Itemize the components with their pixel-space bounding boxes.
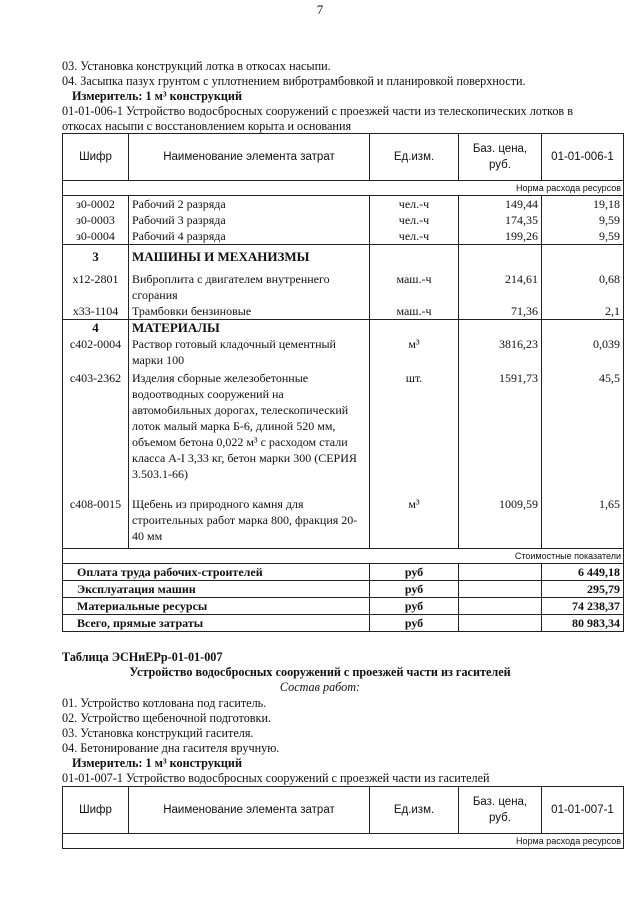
section-number: 3 bbox=[63, 245, 129, 266]
header-price: Баз. цена, руб. bbox=[459, 134, 542, 181]
cost-label: Стоимостные показатели bbox=[63, 549, 624, 564]
intro-line-1: 03. Установка конструкций лотка в откосах насыпи. bbox=[62, 59, 331, 73]
row-unit: м³ bbox=[370, 482, 459, 549]
table-row bbox=[63, 196, 624, 213]
row-name: Раствор готовый кладочный цементный марки 100 bbox=[129, 336, 370, 368]
norm-label-row bbox=[63, 181, 624, 196]
row-code: з0-0003 bbox=[63, 212, 129, 228]
header-unit: Ед.изм. bbox=[370, 134, 459, 181]
header-norm: 01-01-006-1 bbox=[542, 134, 624, 181]
cost-unit: руб bbox=[370, 564, 459, 581]
resource-table-006 bbox=[62, 133, 624, 632]
cost-value: 6 449,18 bbox=[542, 564, 624, 581]
table-row bbox=[63, 212, 624, 228]
section-title: МАТЕРИАЛЫ bbox=[129, 320, 370, 337]
row-norm: 0,039 bbox=[542, 336, 624, 368]
header-name: Наименование элемента затрат bbox=[129, 134, 370, 181]
header-name: Наименование элемента затрат bbox=[129, 787, 370, 834]
row-unit: м³ bbox=[370, 336, 459, 368]
row-norm: 9,59 bbox=[542, 228, 624, 245]
header-unit: Ед.изм. bbox=[370, 787, 459, 834]
section-number: 4 bbox=[63, 320, 129, 337]
cost-name: Всего, прямые затраты bbox=[63, 615, 370, 632]
row-unit: маш.-ч bbox=[370, 265, 459, 303]
table-row bbox=[63, 265, 624, 303]
row-price: 199,26 bbox=[459, 228, 542, 245]
measure-unit-2: Измеритель: 1 м³ конструкций bbox=[72, 756, 242, 770]
description-2: 01-01-007-1 Устройство водосбросных сооружений с проезжей части из гасителей bbox=[62, 771, 490, 785]
norm-label-row bbox=[63, 834, 624, 849]
header-price: Баз. цена, руб. bbox=[459, 787, 542, 834]
row-price: 149,44 bbox=[459, 196, 542, 213]
cost-name: Материальные ресурсы bbox=[63, 598, 370, 615]
work-line-1: 01. Устройство котлована под гаситель. bbox=[62, 696, 267, 710]
norm-label: Норма расхода ресурсов bbox=[63, 834, 624, 849]
row-price: 214,61 bbox=[459, 265, 542, 303]
row-price: 1009,59 bbox=[459, 482, 542, 549]
row-code: х33-1104 bbox=[63, 303, 129, 320]
measure-unit-1: Измеритель: 1 м³ конструкций bbox=[72, 89, 242, 103]
row-norm: 2,1 bbox=[542, 303, 624, 320]
row-code: с403-2362 bbox=[63, 368, 129, 482]
table-row bbox=[63, 336, 624, 368]
cost-value: 74 238,37 bbox=[542, 598, 624, 615]
row-unit: чел.-ч bbox=[370, 212, 459, 228]
table-row bbox=[63, 482, 624, 549]
work-line-4: 04. Бетонирование дна гасителя вручную. bbox=[62, 741, 280, 755]
resource-table-007 bbox=[62, 786, 624, 849]
cost-unit: руб bbox=[370, 581, 459, 598]
row-price: 1591,73 bbox=[459, 368, 542, 482]
cost-row bbox=[63, 598, 624, 615]
row-norm: 0,68 bbox=[542, 265, 624, 303]
row-name: Рабочий 2 разряда bbox=[129, 196, 370, 213]
cost-name: Оплата труда рабочих-строителей bbox=[63, 564, 370, 581]
description-1-line-1: 01-01-006-1 Устройство водосбросных сооружений с проезжей части из телескопических лотков в bbox=[62, 104, 573, 118]
row-unit: маш.-ч bbox=[370, 303, 459, 320]
header-norm: 01-01-007-1 bbox=[542, 787, 624, 834]
work-line-2: 02. Устройство щебеночной подготовки. bbox=[62, 711, 272, 725]
row-name: Изделия сборные железобетонные водоотводных сооружений на автомобильных дорогах, телескопический лоток малый марка Б-6, длиной 520 мм, объемом бетона 0,022 м³ с расходом стали класса А-I 3,33 кг, бетон марки 300 (СЕРИЯ 3.503.1-66) bbox=[129, 368, 370, 482]
row-code: з0-0002 bbox=[63, 196, 129, 213]
intro-line-2: 04. Засыпка пазух грунтом с уплотнением вибротрамбовкой и планировкой поверхности. bbox=[62, 74, 526, 88]
table-row bbox=[63, 368, 624, 482]
row-code: с408-0015 bbox=[63, 482, 129, 549]
row-code: з0-0004 bbox=[63, 228, 129, 245]
cost-value: 295,79 bbox=[542, 581, 624, 598]
row-norm: 9,59 bbox=[542, 212, 624, 228]
row-name: Виброплита с двигателем внутреннего сгорания bbox=[129, 265, 370, 303]
cost-unit: руб bbox=[370, 598, 459, 615]
row-unit: чел.-ч bbox=[370, 228, 459, 245]
row-unit: чел.-ч bbox=[370, 196, 459, 213]
cost-row bbox=[63, 581, 624, 598]
row-norm: 45,5 bbox=[542, 368, 624, 482]
header-code: Шифр bbox=[63, 134, 129, 181]
table-row bbox=[63, 228, 624, 245]
cost-unit: руб bbox=[370, 615, 459, 632]
table-row bbox=[63, 303, 624, 320]
row-price: 3816,23 bbox=[459, 336, 542, 368]
row-name: Рабочий 3 разряда bbox=[129, 212, 370, 228]
section-row bbox=[63, 245, 624, 266]
table2-title: Таблица ЭСНиЕРр-01-01-007 bbox=[62, 650, 223, 664]
work-composition-heading: Состав работ: bbox=[279, 680, 361, 694]
row-name: Трамбовки бензиновые bbox=[129, 303, 370, 320]
work-line-3: 03. Установка конструкций гасителя. bbox=[62, 726, 254, 740]
row-name: Щебень из природного камня для строительных работ марка 800, фракция 20-40 мм bbox=[129, 482, 370, 549]
row-name: Рабочий 4 разряда bbox=[129, 228, 370, 245]
row-unit: шт. bbox=[370, 368, 459, 482]
norm-label: Норма расхода ресурсов bbox=[63, 181, 624, 196]
row-price: 174,35 bbox=[459, 212, 542, 228]
row-norm: 1,65 bbox=[542, 482, 624, 549]
table-header-row bbox=[63, 787, 624, 834]
description-1-line-2: откосах насыпи с восстановлением корыта и основания bbox=[62, 119, 352, 133]
cost-label-row bbox=[63, 549, 624, 564]
cost-row bbox=[63, 615, 624, 632]
table-header-row bbox=[63, 134, 624, 181]
cost-name: Эксплуатация машин bbox=[63, 581, 370, 598]
section-row bbox=[63, 320, 624, 337]
table2-subtitle: Устройство водосбросных сооружений с проезжей части из гасителей bbox=[129, 665, 511, 679]
page-number: 7 bbox=[316, 2, 324, 17]
row-norm: 19,18 bbox=[542, 196, 624, 213]
row-price: 71,36 bbox=[459, 303, 542, 320]
cost-row bbox=[63, 564, 624, 581]
header-code: Шифр bbox=[63, 787, 129, 834]
row-code: х12-2801 bbox=[63, 265, 129, 303]
section-title: МАШИНЫ И МЕХАНИЗМЫ bbox=[129, 245, 370, 266]
cost-value: 80 983,34 bbox=[542, 615, 624, 632]
row-code: с402-0004 bbox=[63, 336, 129, 368]
